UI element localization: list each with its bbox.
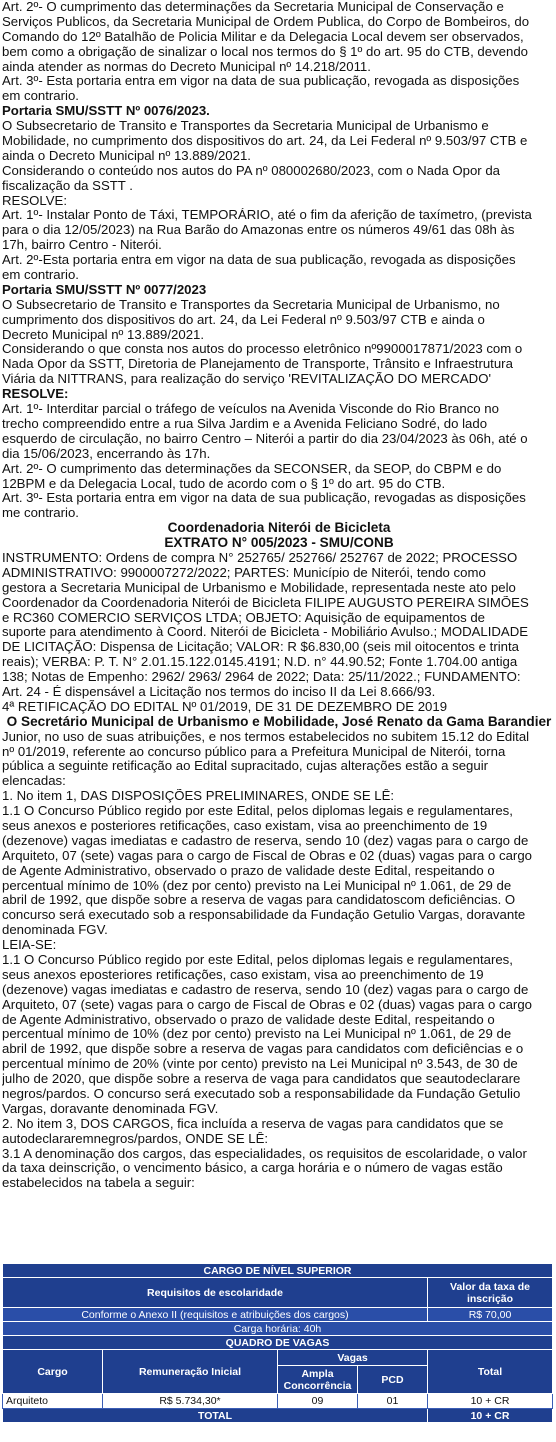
text-line: percentual mínimo de 10% (dez por cento) previsto na Lei Municipal nº 1.061, de 29 de xyxy=(2,1027,512,1042)
text-line: INSTRUMENTO: Ordens de compra N° 252765/ 252766/ 252767 de 2022; PROCESSO xyxy=(2,550,518,565)
text-line: Art. 2º- O cumprimento das determinações da Secretaria Municipal de Conservação e xyxy=(2,0,504,14)
text-line: e RC360 COMERCIO SERVIÇOS LTDA; OBJETO: Aquisição de equipamentos de xyxy=(2,610,486,625)
text-line: Viária da NITTRANS, para realização do serviço 'REVITALIZAÇÃO DO MERCADO' xyxy=(2,372,491,387)
col-pcd: PCD xyxy=(358,1366,428,1394)
text-line: nº 01/2019, referente ao concurso público para a Prefeitura Municipal de Niterói, torna xyxy=(2,744,506,759)
col-ampla: Ampla Concorrência xyxy=(278,1366,358,1394)
text-line: abril de 1992, que dispõe sobre a reserva de vagas para candidatos com deficiências e o xyxy=(2,1042,524,1057)
text-line: 17h, bairro Centro - Niterói. xyxy=(2,238,162,253)
text-line: pública a seguinte retificação ao Edital supracitado, cujas alterações estão a seguir xyxy=(2,759,489,774)
text-line: gestora a Secretaria Municipal de Urbanismo e Mobilidade, representada neste ato pelo xyxy=(2,580,516,595)
text-line: Coordenador da Coordenadoria Niterói de Bicicleta FILIPE AUGUSTO PEREIRA SIMÕES xyxy=(2,595,529,610)
text-line: 1. No item 1, DAS DISPOSIÇÕES PRELIMINARES, ONDE SE LÊ: xyxy=(2,789,395,804)
col-vagas: Vagas xyxy=(278,1350,428,1366)
vacancy-table xyxy=(2,1263,553,1423)
text-line: ainda o Decreto Municipal nº 13.889/2021. xyxy=(2,148,251,163)
text-line: cumprimento dos dispositivos do art. 24, da Lei Federal nº 9.503/97 CTB e ainda o xyxy=(2,312,485,327)
text-line: 138; Notas de Empenho: 2962/ 2963/ 2964 de 2022; Data: 25/11/2022.; FUNDAMENTO: xyxy=(2,670,521,685)
text-line: percentual mínimo de 20% (vinte por cento) previsto na Lei Municipal nº 3.543, de 30 de xyxy=(2,1057,518,1072)
row-ampla: 09 xyxy=(278,1394,358,1409)
text-line: Considerando o conteúdo nos autos do PA nº 080002680/2023, com o Nada Opor da xyxy=(2,163,501,178)
text-line: Portaria SMU/SSTT Nº 0076/2023. xyxy=(2,104,210,119)
text-line: Art. 2º-Esta portaria entra em vigor na data de sua publicação, revogada as disposições xyxy=(2,253,516,268)
text-line: reais); VERBA: P. T. N° 2.01.15.122.0145.4191; N.D. n° 44.90.52; Fonte 1.704.00 antiga xyxy=(2,655,518,670)
text-line: LEIA-SE: xyxy=(2,938,57,953)
text-line: julho de 2020, que dispõe sobre a reserva de vaga para candidatos que seautodeclarare xyxy=(2,1072,521,1087)
text-line: RESOLVE: xyxy=(2,387,69,402)
text-line: 3.1 A denominação dos cargos, das especialidades, os requisitos de escolaridade, o valor xyxy=(2,1146,527,1161)
text-line: Nada Opor da SSTT, Diretoria de Planejamento de Transporte, Trânsito e Infraestrutura xyxy=(2,357,513,372)
text-line: Decreto Municipal nº 13.889/2021. xyxy=(2,327,205,342)
text-line: Arquiteto, 07 (sete) vagas para o cargo de Fiscal de Obras e 02 (duas) vagas para o cargo xyxy=(2,848,532,863)
text-line: Mobilidade, no cumprimento dos dispositivos do art. 24, da Lei Federal nº 9.503/97 CTB e xyxy=(2,134,528,149)
text-line: em contrario. xyxy=(2,268,79,283)
text-line: me contrario. xyxy=(2,506,79,521)
vacancy-title: QUADRO DE VAGAS xyxy=(3,1336,553,1350)
text-line: Art. 1º- Interditar parcial o tráfego de veículos na Avenida Visconde do Rio Branco no xyxy=(2,402,499,417)
text-line: ainda atender as normas do Decreto Municipal nº 14.218/2011. xyxy=(2,59,371,74)
text-line: percentual mínimo de 10% (dez por cento) previsto na Lei Municipal nº 1.061, de 29 de xyxy=(2,878,512,893)
text-line: Art. 2º- O cumprimento das determinações da SECONSER, da SEOP, do CBPM e do xyxy=(2,461,502,476)
table-title: CARGO DE NÍVEL SUPERIOR xyxy=(3,1264,553,1278)
fee-value: R$ 70,00 xyxy=(428,1308,553,1322)
text-line: RESOLVE: xyxy=(2,193,67,208)
row-cargo: Arquiteto xyxy=(3,1394,103,1409)
text-line: suporte para atendimento à Coord. Niterói de Bicicleta - Mobiliário Avulso.; MODALIDADE xyxy=(2,625,529,640)
text-line: dia 15/06/2023, encerrando às 17h. xyxy=(2,446,211,461)
text-line: O Subsecretario de Transito e Transportes da Secretaria Municipal de Urbanismo e xyxy=(2,119,489,134)
text-line: Serviços Publicos, da Secretaria Municipal de Ordem Publica, do Corpo de Bombeiros, do xyxy=(2,14,530,29)
text-line: DE LICITAÇÃO: Dispensa de Licitação; VALOR: R $6.830,00 (seis mil oitocentos e trinta xyxy=(2,640,519,655)
row-pcd: 01 xyxy=(358,1394,428,1409)
text-line: seus anexos eposteriores retificações, caso existam, visa ao preenchimento de 19 xyxy=(2,967,484,982)
text-line: Considerando o que consta nos autos do processo eletrônico nº9900017871/2023 com o xyxy=(2,342,523,357)
col-cargo: Cargo xyxy=(3,1350,103,1394)
col-total: Total xyxy=(428,1350,553,1394)
text-line: da taxa deinscrição, o vencimento básico, a carga horária e o número de vagas estão xyxy=(2,1161,503,1176)
text-line: 1.1 O Concurso Público regido por este Edital, pelos diplomas legais e regulamentares, xyxy=(2,953,513,967)
requirements-value: Conforme o Anexo II (requisitos e atribuições dos cargos) xyxy=(3,1308,428,1322)
text-line: autodeclararemnegros/pardos, ONDE SE LÊ: xyxy=(2,1131,269,1146)
text-line: ADMINISTRATIVO: 9900007272/2022; PARTES: Município de Niterói, tendo como xyxy=(2,565,486,580)
text-line: elencadas: xyxy=(2,774,66,789)
text-line: Art. 24 - É dispensável a Licitação nos termos do inciso II da Lei 8.666/93. xyxy=(2,684,436,699)
col-pay: Remuneração Inicial xyxy=(103,1350,278,1394)
text-line: Junior, no uso de suas atribuições, e nos termos estabelecidos no subitem 15.12 do Edital xyxy=(2,729,530,744)
text-line: 2. No item 3, DOS CARGOS, fica incluída a reserva de vagas para candidatos que se xyxy=(2,1116,504,1131)
text-line: para o dia 12/05/2023) na Rua Barão do Amazonas entre os números 49/61 das 08h às xyxy=(2,223,515,238)
row-total: 10 + CR xyxy=(428,1394,553,1409)
total-label: TOTAL xyxy=(3,1409,428,1423)
text-line: Art. 3º- Esta portaria entra em vigor na data de sua publicação, revogada as disposições xyxy=(2,74,520,89)
text-line: Arquiteto, 07 (sete) vagas para o cargo de Fiscal de Obras e 02 (duas) vagas para o cargo xyxy=(2,997,532,1012)
text-line: 12BPM e da Delegacia Local, tudo de acordo com o § 1º do art. 95 do CTB. xyxy=(2,476,446,491)
text-line: Art. 3º- Esta portaria entra em vigor na data de sua publicação, revogadas as disposições xyxy=(2,491,526,506)
text-line: Art. 1º- Instalar Ponto de Táxi, TEMPORÁRIO, até o fim da aferição de taxímetro, (prevista xyxy=(2,208,532,223)
text-line: O Subsecretario de Transito e Transportes da Secretaria Municipal de Urbanismo, no xyxy=(2,297,500,312)
fee-header: Valor da taxa de inscrição xyxy=(428,1278,553,1308)
text-line: (dezenove) vagas imediatas e cadastro de reserva, sendo 10 (dez) vagas para o cargo de xyxy=(2,982,529,997)
total-value: 10 + CR xyxy=(428,1409,553,1423)
text-line: Vargas, doravante denominada FGV. xyxy=(2,1101,219,1116)
text-line: seus anexos e posteriores retificações, caso existam, visa ao preenchimento de 19 xyxy=(2,818,488,833)
text-line: estabelecidos na tabela a seguir: xyxy=(2,1176,195,1191)
text-line: 1.1 O Concurso Público regido por este Edital, pelos diplomas legais e regulamentares, xyxy=(2,804,513,819)
text-line: Coordenadoria Niterói de Bicicleta xyxy=(167,521,391,536)
text-line: em contrario. xyxy=(2,89,79,104)
text-line: (dezenove) vagas imediatas e cadastro de reserva, sendo 10 (dez) vagas para o cargo de xyxy=(2,833,529,848)
text-line: 4ª RETIFICAÇÃO DO EDITAL Nº 01/2019, DE 31 DE DEZEMBRO DE 2019 xyxy=(2,699,448,714)
text-line: Comando do 12º Batalhão de Policia Militar e da Delegacia Local devem ser observados, xyxy=(2,29,524,44)
text-line: EXTRATO N° 005/2023 - SMU/CONB xyxy=(164,536,394,551)
text-line: esquerdo de circulação, no bairro Centro – Niterói a partir do dia 23/04/2023 às 06h, até o xyxy=(2,431,528,446)
text-line: abril de 1992, que dispõe sobre a reserva de vagas para candidatoscom deficiências. O xyxy=(2,893,516,908)
text-line: trecho compreendido entre a rua Silva Jardim e a Avenida Feliciano Sodré, do lado xyxy=(2,416,488,431)
text-line: bem como a obrigação de sinalizar o local nos termos do § 1º do art. 95 do CTB, devendo xyxy=(2,44,529,59)
text-line: fiscalização da SSTT . xyxy=(2,178,133,193)
text-line: O Secretário Municipal de Urbanismo e Mobilidade, José Renato da Gama Barandier xyxy=(6,714,552,729)
requirements-header: Requisitos de escolaridade xyxy=(3,1278,428,1308)
text-line: negros/pardos. O concurso será executado sob a responsabilidade da Fundação Getulio xyxy=(2,1087,521,1102)
workload: Carga horária: 40h xyxy=(3,1322,553,1336)
text-line: Portaria SMU/SSTT Nº 0077/2023 xyxy=(2,282,207,297)
row-pay: R$ 5.734,30* xyxy=(103,1394,278,1409)
text-line: concurso será executado sob a responsabilidade da Fundação Getulio Vargas, doravante xyxy=(2,908,526,923)
text-line: denominada FGV. xyxy=(2,923,108,938)
text-line: de Agente Administrativo, observado o prazo de validade deste Edital, respeitando o xyxy=(2,1012,495,1027)
text-line: de Agente Administrativo, observado o prazo de validade deste Edital, respeitando o xyxy=(2,863,495,878)
